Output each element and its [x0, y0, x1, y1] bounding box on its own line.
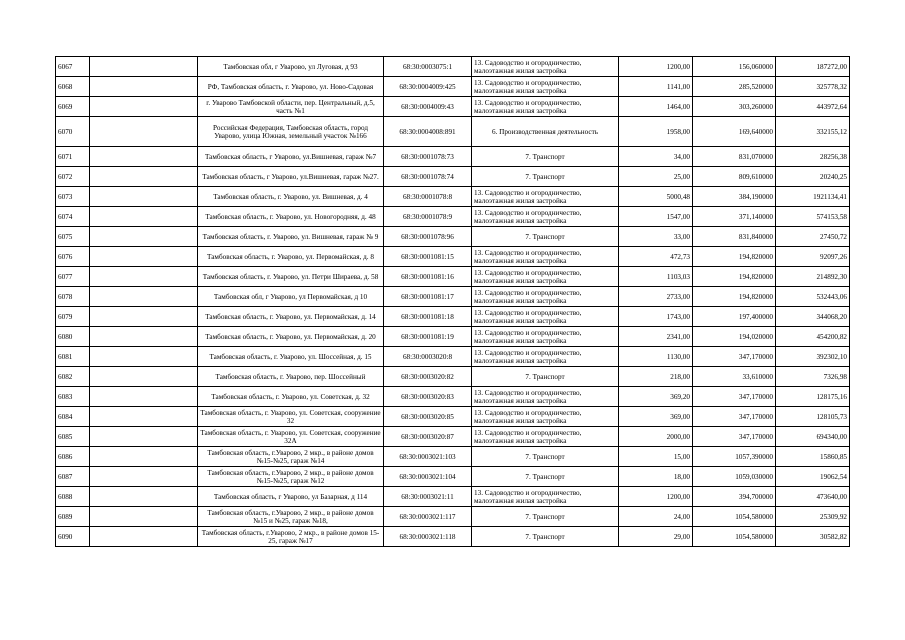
table-row	[56, 367, 850, 387]
area-cell: 2733,00	[619, 287, 693, 307]
row-number: 6086	[56, 447, 90, 467]
empty-cell	[90, 407, 198, 427]
address-cell: Тамбовская область, г. Уварово, ул. Первомайская, д. 14	[198, 307, 384, 327]
address-cell: Тамбовская область, г. Уварово, ул. Первомайская, д. 20	[198, 327, 384, 347]
land-use-cell: 13. Садоводство и огородничество, малоэтажная жилая застройка	[472, 387, 619, 407]
empty-cell	[90, 117, 198, 147]
land-use-cell: 13. Садоводство и огородничество, малоэтажная жилая застройка	[472, 327, 619, 347]
cadastral-number-cell: 68:30:0003075:1	[384, 57, 472, 77]
specific-value-cell: 194,820000	[693, 287, 776, 307]
cadastral-value-cell: 694340,00	[776, 427, 850, 447]
cadastral-value-cell: 1921134,41	[776, 187, 850, 207]
empty-cell	[90, 287, 198, 307]
cadastral-number-cell: 68:30:0001078:96	[384, 227, 472, 247]
cadastral-number-cell: 68:30:0001078:8	[384, 187, 472, 207]
cadastral-value-cell: 30582,82	[776, 527, 850, 547]
row-number: 6087	[56, 467, 90, 487]
specific-value-cell: 303,260000	[693, 97, 776, 117]
land-use-cell: 13. Садоводство и огородничество, малоэтажная жилая застройка	[472, 97, 619, 117]
cadastral-value-cell: 20240,25	[776, 167, 850, 187]
specific-value-cell: 1057,390000	[693, 447, 776, 467]
area-cell: 1103,03	[619, 267, 693, 287]
specific-value-cell: 347,170000	[693, 427, 776, 447]
table-row	[56, 227, 850, 247]
address-cell: Тамбовская обл, г Уварово, ул Луговая, д 93	[198, 57, 384, 77]
address-cell: Тамбовская область, г Уварово, ул Базарная, д 114	[198, 487, 384, 507]
specific-value-cell: 156,060000	[693, 57, 776, 77]
cadastral-value-cell: 28256,38	[776, 147, 850, 167]
land-use-cell: 13. Садоводство и огородничество, малоэтажная жилая застройка	[472, 247, 619, 267]
cadastral-value-cell: 532443,06	[776, 287, 850, 307]
empty-cell	[90, 447, 198, 467]
cadastral-number-cell: 68:30:0001081:15	[384, 247, 472, 267]
address-cell: Тамбовская область, г Уварово, ул.Вишневая, гараж №7	[198, 147, 384, 167]
table-row	[56, 167, 850, 187]
cadastral-value-cell: 443972,64	[776, 97, 850, 117]
area-cell: 1200,00	[619, 487, 693, 507]
cadastral-number-cell: 68:30:0004008:891	[384, 117, 472, 147]
specific-value-cell: 1054,580000	[693, 507, 776, 527]
cadastral-number-cell: 68:30:0003020:87	[384, 427, 472, 447]
area-cell: 1743,00	[619, 307, 693, 327]
specific-value-cell: 194,020000	[693, 327, 776, 347]
cadastral-number-cell: 68:30:0003020:85	[384, 407, 472, 427]
address-cell: Тамбовская область, г. Уварово, пер. Шоссейный	[198, 367, 384, 387]
cadastral-number-cell: 68:30:0001081:19	[384, 327, 472, 347]
area-cell: 1958,00	[619, 117, 693, 147]
specific-value-cell: 285,520000	[693, 77, 776, 97]
area-cell: 2341,00	[619, 327, 693, 347]
area-cell: 34,00	[619, 147, 693, 167]
address-cell: Тамбовская область, г. Уварово, ул. Советская, сооружение 32А	[198, 427, 384, 447]
area-cell: 18,00	[619, 467, 693, 487]
cadastral-number-cell: 68:30:0003020:8	[384, 347, 472, 367]
specific-value-cell: 347,170000	[693, 387, 776, 407]
cadastral-value-cell: 27450,72	[776, 227, 850, 247]
cadastral-number-cell: 68:30:0001081:17	[384, 287, 472, 307]
specific-value-cell: 194,820000	[693, 247, 776, 267]
address-cell: Российская Федерация, Тамбовская область, город Уварово, улица Южная, земельный участок №166	[198, 117, 384, 147]
specific-value-cell: 347,170000	[693, 347, 776, 367]
table-row	[56, 57, 850, 77]
empty-cell	[90, 57, 198, 77]
address-cell: Тамбовская область, г. Уварово, ул. Советская, сооружение 32	[198, 407, 384, 427]
specific-value-cell: 831,840000	[693, 227, 776, 247]
row-number: 6071	[56, 147, 90, 167]
table-body	[56, 57, 850, 547]
row-number: 6076	[56, 247, 90, 267]
row-number: 6070	[56, 117, 90, 147]
land-use-cell: 7. Транспорт	[472, 447, 619, 467]
land-use-cell: 7. Транспорт	[472, 367, 619, 387]
area-cell: 24,00	[619, 507, 693, 527]
cadastral-value-cell: 128105,73	[776, 407, 850, 427]
address-cell: Тамбовская область, г. Уварово, ул. Первомайская, д. 8	[198, 247, 384, 267]
table-row	[56, 287, 850, 307]
table-row	[56, 207, 850, 227]
address-cell: Тамбовская область, г. Уварово, ул. Новогородняя, д. 48	[198, 207, 384, 227]
cadastral-value-cell: 325778,32	[776, 77, 850, 97]
cadastral-number-cell: 68:30:0003020:82	[384, 367, 472, 387]
address-cell: Тамбовская область, г.Уварово, 2 мкр., в районе домов №15 и №25, гараж №18,	[198, 507, 384, 527]
address-cell: г. Уварово Тамбовской области, пер. Центральный, д.5, часть №1	[198, 97, 384, 117]
cadastral-value-cell: 19062,54	[776, 467, 850, 487]
cadastral-number-cell: 68:30:0001081:18	[384, 307, 472, 327]
table-row	[56, 527, 850, 547]
empty-cell	[90, 207, 198, 227]
address-cell: Тамбовская область, г. Уварово, ул. Петри Шираева, д. 58	[198, 267, 384, 287]
table-row	[56, 267, 850, 287]
empty-cell	[90, 367, 198, 387]
land-use-cell: 13. Садоводство и огородничество, малоэтажная жилая застройка	[472, 57, 619, 77]
row-number: 6084	[56, 407, 90, 427]
land-use-cell: 7. Транспорт	[472, 467, 619, 487]
cadastral-number-cell: 68:30:0001078:74	[384, 167, 472, 187]
cadastral-value-cell: 7326,98	[776, 367, 850, 387]
land-use-cell: 13. Садоводство и огородничество, малоэтажная жилая застройка	[472, 207, 619, 227]
table-row	[56, 467, 850, 487]
area-cell: 1130,00	[619, 347, 693, 367]
empty-cell	[90, 247, 198, 267]
row-number: 6082	[56, 367, 90, 387]
area-cell: 1464,00	[619, 97, 693, 117]
land-use-cell: 7. Транспорт	[472, 527, 619, 547]
table-row	[56, 97, 850, 117]
empty-cell	[90, 507, 198, 527]
area-cell: 472,73	[619, 247, 693, 267]
address-cell: Тамбовская область, г.Уварово, 2 мкр., в районе домов №15-№25, гараж №14	[198, 447, 384, 467]
specific-value-cell: 384,190000	[693, 187, 776, 207]
row-number: 6089	[56, 507, 90, 527]
specific-value-cell: 1059,030000	[693, 467, 776, 487]
cadastral-value-cell: 344068,20	[776, 307, 850, 327]
land-use-cell: 13. Садоводство и огородничество, малоэтажная жилая застройка	[472, 77, 619, 97]
cadastral-number-cell: 68:30:0003021:103	[384, 447, 472, 467]
row-number: 6072	[56, 167, 90, 187]
specific-value-cell: 33,610000	[693, 367, 776, 387]
table-row	[56, 327, 850, 347]
area-cell: 5000,48	[619, 187, 693, 207]
table-row	[56, 507, 850, 527]
row-number: 6081	[56, 347, 90, 367]
table-row	[56, 307, 850, 327]
row-number: 6077	[56, 267, 90, 287]
area-cell: 29,00	[619, 527, 693, 547]
table-row	[56, 447, 850, 467]
row-number: 6088	[56, 487, 90, 507]
table-row	[56, 427, 850, 447]
empty-cell	[90, 167, 198, 187]
table-row	[56, 347, 850, 367]
cadastral-value-cell: 332155,12	[776, 117, 850, 147]
empty-cell	[90, 327, 198, 347]
cadastral-value-cell: 454200,82	[776, 327, 850, 347]
address-cell: Тамбовская область, г. Уварово, ул. Советская, д. 32	[198, 387, 384, 407]
empty-cell	[90, 77, 198, 97]
specific-value-cell: 809,610000	[693, 167, 776, 187]
cadastral-value-cell: 473640,00	[776, 487, 850, 507]
specific-value-cell: 371,140000	[693, 207, 776, 227]
empty-cell	[90, 467, 198, 487]
cadastral-value-cell: 15860,85	[776, 447, 850, 467]
area-cell: 15,00	[619, 447, 693, 467]
land-use-cell: 13. Садоводство и огородничество, малоэтажная жилая застройка	[472, 267, 619, 287]
cadastral-number-cell: 68:30:0004009:425	[384, 77, 472, 97]
land-use-cell: 13. Садоводство и огородничество, малоэтажная жилая застройка	[472, 427, 619, 447]
address-cell: Тамбовская область, г.Уварово, 2 мкр., в районе домов 15-25, гараж №17	[198, 527, 384, 547]
empty-cell	[90, 427, 198, 447]
land-use-cell: 13. Садоводство и огородничество, малоэтажная жилая застройка	[472, 187, 619, 207]
empty-cell	[90, 307, 198, 327]
land-use-cell: 7. Транспорт	[472, 507, 619, 527]
cadastral-number-cell: 68:30:0003021:117	[384, 507, 472, 527]
land-use-cell: 7. Транспорт	[472, 147, 619, 167]
area-cell: 218,00	[619, 367, 693, 387]
address-cell: Тамбовская область, г.Уварово, 2 мкр., в районе домов №15-№25, гараж №12	[198, 467, 384, 487]
row-number: 6073	[56, 187, 90, 207]
specific-value-cell: 394,700000	[693, 487, 776, 507]
empty-cell	[90, 387, 198, 407]
area-cell: 1200,00	[619, 57, 693, 77]
specific-value-cell: 197,400000	[693, 307, 776, 327]
area-cell: 369,20	[619, 387, 693, 407]
specific-value-cell: 347,170000	[693, 407, 776, 427]
empty-cell	[90, 187, 198, 207]
specific-value-cell: 1054,580000	[693, 527, 776, 547]
land-use-cell: 7. Транспорт	[472, 227, 619, 247]
cadastral-value-cell: 214892,30	[776, 267, 850, 287]
land-use-cell: 6. Производственная деятельность	[472, 117, 619, 147]
address-cell: Тамбовская область, г Уварово, ул.Вишневая, гараж №27.	[198, 167, 384, 187]
row-number: 6074	[56, 207, 90, 227]
area-cell: 2000,00	[619, 427, 693, 447]
cadastral-value-cell: 128175,16	[776, 387, 850, 407]
cadastral-value-cell: 187272,00	[776, 57, 850, 77]
row-number: 6085	[56, 427, 90, 447]
empty-cell	[90, 267, 198, 287]
land-use-cell: 7. Транспорт	[472, 167, 619, 187]
cadastral-number-cell: 68:30:0003021:118	[384, 527, 472, 547]
row-number: 6078	[56, 287, 90, 307]
cadastral-number-cell: 68:30:0003021:11	[384, 487, 472, 507]
specific-value-cell: 831,070000	[693, 147, 776, 167]
empty-cell	[90, 347, 198, 367]
cadastral-number-cell: 68:30:0003020:83	[384, 387, 472, 407]
table-row	[56, 487, 850, 507]
empty-cell	[90, 527, 198, 547]
cadastral-number-cell: 68:30:0001081:16	[384, 267, 472, 287]
area-cell: 369,00	[619, 407, 693, 427]
table-row	[56, 407, 850, 427]
cadastral-number-cell: 68:30:0001078:9	[384, 207, 472, 227]
area-cell: 1141,00	[619, 77, 693, 97]
land-use-cell: 13. Садоводство и огородничество, малоэтажная жилая застройка	[472, 487, 619, 507]
specific-value-cell: 194,820000	[693, 267, 776, 287]
cadastral-value-cell: 574153,58	[776, 207, 850, 227]
row-number: 6075	[56, 227, 90, 247]
address-cell: Тамбовская область, г. Уварово, ул. Вишневая, гараж № 9	[198, 227, 384, 247]
land-register-table	[55, 56, 850, 547]
land-use-cell: 13. Садоводство и огородничество, малоэтажная жилая застройка	[472, 287, 619, 307]
area-cell: 1547,00	[619, 207, 693, 227]
cadastral-number-cell: 68:30:0003021:104	[384, 467, 472, 487]
row-number: 6069	[56, 97, 90, 117]
table-row	[56, 77, 850, 97]
row-number: 6080	[56, 327, 90, 347]
land-use-cell: 13. Садоводство и огородничество, малоэтажная жилая застройка	[472, 347, 619, 367]
row-number: 6083	[56, 387, 90, 407]
row-number: 6068	[56, 77, 90, 97]
empty-cell	[90, 487, 198, 507]
cadastral-value-cell: 92097,26	[776, 247, 850, 267]
cadastral-value-cell: 25309,92	[776, 507, 850, 527]
specific-value-cell: 169,640000	[693, 117, 776, 147]
row-number: 6079	[56, 307, 90, 327]
table-row	[56, 247, 850, 267]
address-cell: Тамбовская область, г. Уварово, ул. Шоссейная, д. 15	[198, 347, 384, 367]
row-number: 6067	[56, 57, 90, 77]
address-cell: РФ, Тамбовская область, г. Уварово, ул. Ново-Садовая	[198, 77, 384, 97]
land-use-cell: 13. Садоводство и огородничество, малоэтажная жилая застройка	[472, 407, 619, 427]
table-row	[56, 187, 850, 207]
table-row	[56, 387, 850, 407]
cadastral-number-cell: 68:30:0001078:73	[384, 147, 472, 167]
area-cell: 25,00	[619, 167, 693, 187]
table-row	[56, 117, 850, 147]
land-use-cell: 13. Садоводство и огородничество, малоэтажная жилая застройка	[472, 307, 619, 327]
address-cell: Тамбовская обл, г Уварово, ул Первомайская, д 10	[198, 287, 384, 307]
empty-cell	[90, 227, 198, 247]
cadastral-value-cell: 392302,10	[776, 347, 850, 367]
row-number: 6090	[56, 527, 90, 547]
table-row	[56, 147, 850, 167]
area-cell: 33,00	[619, 227, 693, 247]
empty-cell	[90, 147, 198, 167]
address-cell: Тамбовская область, г. Уварово, ул. Вишневая, д. 4	[198, 187, 384, 207]
cadastral-number-cell: 68:30:0004009:43	[384, 97, 472, 117]
empty-cell	[90, 97, 198, 117]
